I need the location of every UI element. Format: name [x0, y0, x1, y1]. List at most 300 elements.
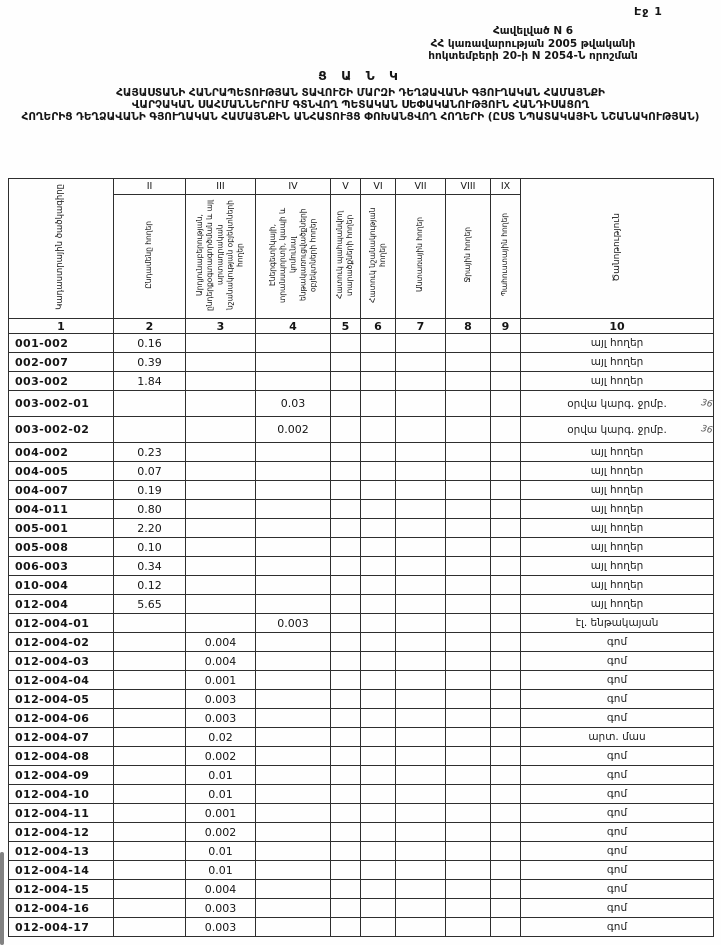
- value-cell: [114, 614, 186, 633]
- value-cell: [256, 519, 331, 538]
- roman-numeral-IV: IV: [256, 179, 331, 195]
- value-cell: [331, 334, 361, 353]
- annex-line-2: ՀՀ կառավարության 2005 թվականի: [430, 37, 636, 50]
- note-text: գոմ: [606, 826, 628, 838]
- value-cell: [361, 671, 396, 690]
- value-cell: [446, 842, 491, 861]
- value-cell: [114, 633, 186, 652]
- column-number: 10: [521, 319, 714, 334]
- value-cell: [186, 576, 256, 595]
- note-cell: [521, 353, 714, 372]
- note-text: այլ հողեր: [590, 503, 644, 515]
- note-cell: [521, 391, 714, 417]
- value-cell: [331, 538, 361, 557]
- value-cell: [396, 766, 446, 785]
- value-cell: 5.65: [114, 595, 186, 614]
- value-cell: [256, 823, 331, 842]
- code-cell: 012-004: [9, 595, 114, 614]
- note-cell: [521, 633, 714, 652]
- table-row: [9, 880, 714, 899]
- table-row: [9, 462, 714, 481]
- value-cell: [256, 633, 331, 652]
- value-cell: [256, 576, 331, 595]
- value-cell: [114, 417, 186, 443]
- value-cell: 0.39: [114, 353, 186, 372]
- value-cell: 0.003: [186, 690, 256, 709]
- value-cell: 0.003: [186, 918, 256, 937]
- note-cell: [521, 690, 714, 709]
- handwritten-mark: 36: [699, 423, 713, 436]
- note-text: գոմ: [606, 750, 628, 762]
- value-cell: [396, 918, 446, 937]
- value-cell: [361, 880, 396, 899]
- value-cell: [331, 443, 361, 462]
- note-cell: [521, 462, 714, 481]
- document-title: [10, 87, 711, 123]
- value-cell: [256, 500, 331, 519]
- note-cell: [521, 500, 714, 519]
- code-cell: 012-004-02: [9, 633, 114, 652]
- code-cell: 003-002: [9, 372, 114, 391]
- value-cell: [396, 633, 446, 652]
- value-cell: 0.34: [114, 557, 186, 576]
- value-cell: [446, 880, 491, 899]
- roman-numeral-VII: VII: [396, 179, 446, 195]
- value-cell: [186, 334, 256, 353]
- note-cell: [521, 538, 714, 557]
- code-cell: 012-004-01: [9, 614, 114, 633]
- value-cell: [491, 576, 521, 595]
- value-cell: [114, 861, 186, 880]
- value-cell: 1.84: [114, 372, 186, 391]
- value-cell: [446, 823, 491, 842]
- value-cell: [186, 391, 256, 417]
- note-text: արտ. մաս: [588, 731, 646, 743]
- value-cell: [256, 766, 331, 785]
- note-cell: [521, 804, 714, 823]
- value-cell: [114, 880, 186, 899]
- value-cell: [114, 804, 186, 823]
- roman-numeral-II: II: [114, 179, 186, 195]
- note-text: գոմ: [606, 693, 628, 705]
- value-cell: [361, 519, 396, 538]
- annex-line-3: հոկտեմբերի 20-ի N 2054-Ն որոշման: [428, 50, 638, 62]
- value-cell: [256, 557, 331, 576]
- value-cell: [396, 334, 446, 353]
- value-cell: [361, 481, 396, 500]
- value-cell: [446, 614, 491, 633]
- value-cell: [491, 500, 521, 519]
- value-cell: [256, 538, 331, 557]
- table-row: [9, 633, 714, 652]
- value-cell: 0.01: [186, 861, 256, 880]
- value-cell: [256, 728, 331, 747]
- value-cell: [114, 823, 186, 842]
- value-cell: [361, 334, 396, 353]
- value-cell: [361, 614, 396, 633]
- value-cell: [361, 766, 396, 785]
- value-cell: [256, 880, 331, 899]
- value-cell: [396, 538, 446, 557]
- column-number: 9: [491, 319, 521, 334]
- value-cell: [491, 372, 521, 391]
- code-cell: 012-004-15: [9, 880, 114, 899]
- value-cell: [446, 353, 491, 372]
- table-row: [9, 334, 714, 353]
- value-cell: [331, 652, 361, 671]
- value-cell: [331, 842, 361, 861]
- value-cell: [491, 842, 521, 861]
- title-line-1: ՀԱՅԱՍՏԱՆԻ ՀԱՆՐԱՊԵՏՈՒԹՅԱՆ ՏԱՎՈՒՇԻ ՄԱՐԶԻ ԴԵՂՁԱՎԱՆԻ ԳՅՈՒՂԱԿԱՆ ՀԱՄԱՅՆՔԻ: [116, 87, 605, 99]
- value-cell: 0.23: [114, 443, 186, 462]
- value-cell: [446, 899, 491, 918]
- value-cell: 0.01: [186, 785, 256, 804]
- value-cell: [446, 861, 491, 880]
- table-row: [9, 576, 714, 595]
- value-cell: [361, 576, 396, 595]
- value-cell: [396, 690, 446, 709]
- value-cell: [446, 690, 491, 709]
- value-cell: 0.01: [186, 766, 256, 785]
- roman-numeral-III: III: [186, 179, 256, 195]
- value-cell: [396, 899, 446, 918]
- value-cell: [256, 842, 331, 861]
- col-header-note-label: Ծանոթություն: [611, 212, 622, 282]
- value-cell: [396, 576, 446, 595]
- column-number: 8: [446, 319, 491, 334]
- note-text: այլ հողեր: [590, 560, 644, 572]
- col-header-forest-lands: Անտառային հողեր: [396, 195, 446, 319]
- code-cell: 004-002: [9, 443, 114, 462]
- code-cell: 012-004-09: [9, 766, 114, 785]
- value-cell: [446, 709, 491, 728]
- note-cell: [521, 709, 714, 728]
- code-cell: 005-001: [9, 519, 114, 538]
- note-cell: [521, 747, 714, 766]
- handwritten-mark: 36: [699, 397, 713, 410]
- table-row: [9, 728, 714, 747]
- value-cell: 0.003: [186, 899, 256, 918]
- value-cell: [491, 353, 521, 372]
- value-cell: [491, 804, 521, 823]
- note-cell: [521, 861, 714, 880]
- value-cell: [331, 481, 361, 500]
- note-text: գոմ: [606, 864, 628, 876]
- note-text: այլ հողեր: [590, 522, 644, 534]
- column-number: 6: [361, 319, 396, 334]
- code-cell: 012-004-11: [9, 804, 114, 823]
- value-cell: [396, 557, 446, 576]
- value-cell: [446, 500, 491, 519]
- value-cell: 0.10: [114, 538, 186, 557]
- value-cell: [446, 334, 491, 353]
- page-number: Էջ 1: [634, 5, 663, 18]
- value-cell: [491, 614, 521, 633]
- value-cell: [491, 652, 521, 671]
- note-text: գոմ: [606, 883, 628, 895]
- annex-line-1: Հավելված N 6: [492, 25, 574, 37]
- note-text: գոմ: [606, 921, 628, 933]
- value-cell: [114, 709, 186, 728]
- value-cell: [446, 671, 491, 690]
- value-cell: [446, 519, 491, 538]
- value-cell: [256, 709, 331, 728]
- note-cell: [521, 519, 714, 538]
- value-cell: 0.07: [114, 462, 186, 481]
- code-cell: 003-002-02: [9, 417, 114, 443]
- note-cell: [521, 652, 714, 671]
- value-cell: [331, 353, 361, 372]
- column-number: 1: [9, 319, 114, 334]
- value-cell: 0.002: [256, 417, 331, 443]
- value-cell: [361, 417, 396, 443]
- value-cell: [446, 576, 491, 595]
- value-cell: [361, 918, 396, 937]
- value-cell: [331, 417, 361, 443]
- note-text: գոմ: [606, 655, 628, 667]
- value-cell: [396, 372, 446, 391]
- note-cell: [521, 595, 714, 614]
- col-header-water-lands: Ջրային հողեր: [446, 195, 491, 319]
- note-cell: [521, 785, 714, 804]
- value-cell: 0.03: [256, 391, 331, 417]
- value-cell: [446, 728, 491, 747]
- value-cell: [446, 766, 491, 785]
- value-cell: [361, 861, 396, 880]
- value-cell: [256, 334, 331, 353]
- value-cell: [396, 652, 446, 671]
- value-cell: [396, 709, 446, 728]
- value-cell: [491, 671, 521, 690]
- note-text: այլ հողեր: [590, 375, 644, 387]
- value-cell: [361, 728, 396, 747]
- note-cell: [521, 823, 714, 842]
- land-table: [8, 178, 714, 937]
- col-header-protected-area-lands: Հատուկ պահպանվող տարածքների հողեր: [331, 195, 361, 319]
- value-cell: [396, 595, 446, 614]
- note-cell: [521, 334, 714, 353]
- note-text: գոմ: [606, 674, 628, 686]
- code-cell: 004-007: [9, 481, 114, 500]
- code-cell: 012-004-08: [9, 747, 114, 766]
- table-row: [9, 500, 714, 519]
- value-cell: [331, 671, 361, 690]
- value-cell: [396, 804, 446, 823]
- value-cell: [331, 918, 361, 937]
- value-cell: 0.004: [186, 633, 256, 652]
- value-cell: [361, 462, 396, 481]
- value-cell: [114, 842, 186, 861]
- col-header-industrial-lands: Արդյունաբերության, ընդերքօգտագործման և այլ արտադրական նշանակության օբյեկտների հողեր: [186, 195, 256, 319]
- value-cell: [361, 690, 396, 709]
- value-cell: [186, 417, 256, 443]
- value-cell: [186, 500, 256, 519]
- code-cell: 012-004-10: [9, 785, 114, 804]
- value-cell: [396, 614, 446, 633]
- value-cell: [186, 372, 256, 391]
- table-row: [9, 747, 714, 766]
- table-row: [9, 652, 714, 671]
- note-cell: [521, 766, 714, 785]
- table-row: [9, 899, 714, 918]
- value-cell: [114, 391, 186, 417]
- note-text: այլ հողեր: [590, 541, 644, 553]
- note-text: գոմ: [606, 712, 628, 724]
- table-row: [9, 804, 714, 823]
- code-cell: 003-002-01: [9, 391, 114, 417]
- table-row: [9, 538, 714, 557]
- value-cell: [331, 462, 361, 481]
- value-cell: [361, 391, 396, 417]
- value-cell: [331, 785, 361, 804]
- column-number: 5: [331, 319, 361, 334]
- value-cell: [491, 728, 521, 747]
- value-cell: [256, 595, 331, 614]
- value-cell: [256, 918, 331, 937]
- value-cell: [396, 785, 446, 804]
- note-cell: [521, 671, 714, 690]
- table-row: [9, 709, 714, 728]
- table-body: [9, 334, 714, 937]
- value-cell: [331, 595, 361, 614]
- note-cell: [521, 443, 714, 462]
- value-cell: [361, 372, 396, 391]
- value-cell: [256, 804, 331, 823]
- value-cell: [256, 671, 331, 690]
- value-cell: [491, 538, 521, 557]
- code-cell: 001-002: [9, 334, 114, 353]
- value-cell: [491, 481, 521, 500]
- code-cell: 010-004: [9, 576, 114, 595]
- note-text: էլ. ենթակայան: [575, 617, 659, 629]
- table-row: [9, 443, 714, 462]
- table-row: [9, 417, 714, 443]
- value-cell: [361, 747, 396, 766]
- note-text: գոմ: [606, 807, 628, 819]
- col-header-total-lands: Ընդամենը հողեր: [114, 195, 186, 319]
- column-number: 4: [256, 319, 331, 334]
- value-cell: [446, 785, 491, 804]
- value-cell: [186, 481, 256, 500]
- value-cell: [256, 462, 331, 481]
- title-line-2: ՎԱՐՉԱԿԱՆ ՍԱՀՄԱՆՆԵՐՈՒՄ ԳՏՆՎՈՂ ՊԵՏԱԿԱՆ ՍԵՓԱԿԱՆՈՒԹՅՈՒՆ ՀԱՆԴԻՍԱՑՈՂ: [131, 99, 590, 111]
- note-text: գոմ: [606, 845, 628, 857]
- table-row: [9, 842, 714, 861]
- value-cell: [331, 766, 361, 785]
- col-header-special-purpose-lands: Հատուկ նշանակության հողեր: [361, 195, 396, 319]
- value-cell: 0.002: [186, 823, 256, 842]
- col-header-energy-transport-lands: Էներգետիկայի, տրանսպորտի, կապի և կոմունալ ենթակառուցվածքների օբյեկտների հողեր: [256, 195, 331, 319]
- value-cell: 0.001: [186, 671, 256, 690]
- table-row: [9, 595, 714, 614]
- value-cell: [491, 899, 521, 918]
- value-cell: [256, 443, 331, 462]
- note-text: այլ հողեր: [590, 484, 644, 496]
- value-cell: [331, 557, 361, 576]
- value-cell: 0.004: [186, 652, 256, 671]
- value-cell: [491, 557, 521, 576]
- code-cell: 012-004-05: [9, 690, 114, 709]
- code-cell: 012-004-04: [9, 671, 114, 690]
- value-cell: [446, 417, 491, 443]
- code-cell: 006-003: [9, 557, 114, 576]
- value-cell: [361, 842, 396, 861]
- note-cell: [521, 880, 714, 899]
- roman-numeral-VIII: VIII: [446, 179, 491, 195]
- col-header-reserve-lands: Պահուստային հողեր: [491, 195, 521, 319]
- value-cell: 0.003: [256, 614, 331, 633]
- value-cell: 0.16: [114, 334, 186, 353]
- value-cell: [361, 538, 396, 557]
- value-cell: [446, 633, 491, 652]
- table-row: [9, 353, 714, 372]
- col-header-note: [521, 179, 714, 319]
- value-cell: [186, 519, 256, 538]
- code-cell: 012-004-16: [9, 899, 114, 918]
- value-cell: [361, 899, 396, 918]
- col-header-cadastral-code: [9, 179, 114, 319]
- column-number-row: [9, 319, 714, 334]
- value-cell: [114, 652, 186, 671]
- value-cell: [361, 652, 396, 671]
- code-cell: 012-004-06: [9, 709, 114, 728]
- value-cell: [361, 557, 396, 576]
- value-cell: [331, 633, 361, 652]
- value-cell: [114, 785, 186, 804]
- note-cell: [521, 899, 714, 918]
- value-cell: 2.20: [114, 519, 186, 538]
- value-cell: [491, 785, 521, 804]
- value-cell: [491, 861, 521, 880]
- roman-numeral-IX: IX: [491, 179, 521, 195]
- value-cell: [256, 785, 331, 804]
- value-cell: [446, 557, 491, 576]
- table-row: [9, 766, 714, 785]
- value-cell: [186, 443, 256, 462]
- value-cell: [331, 728, 361, 747]
- value-cell: [491, 443, 521, 462]
- value-cell: [396, 842, 446, 861]
- code-cell: 004-005: [9, 462, 114, 481]
- value-cell: 0.02: [186, 728, 256, 747]
- value-cell: [361, 633, 396, 652]
- code-cell: 012-004-12: [9, 823, 114, 842]
- table-row: [9, 785, 714, 804]
- value-cell: [491, 747, 521, 766]
- value-cell: [256, 747, 331, 766]
- note-cell: [521, 576, 714, 595]
- note-cell: [521, 557, 714, 576]
- column-number: 3: [186, 319, 256, 334]
- value-cell: [491, 766, 521, 785]
- note-text: օրվա կարգ. ջրմբ.: [567, 423, 667, 436]
- table-row: [9, 372, 714, 391]
- value-cell: [361, 443, 396, 462]
- value-cell: [331, 372, 361, 391]
- value-cell: 0.01: [186, 842, 256, 861]
- note-text: գոմ: [606, 788, 628, 800]
- value-cell: [446, 372, 491, 391]
- value-cell: [361, 785, 396, 804]
- value-cell: [256, 372, 331, 391]
- value-cell: [491, 690, 521, 709]
- note-text: գոմ: [606, 769, 628, 781]
- value-cell: [396, 462, 446, 481]
- value-cell: [446, 804, 491, 823]
- value-cell: 0.004: [186, 880, 256, 899]
- value-cell: [361, 804, 396, 823]
- note-text: այլ հողեր: [590, 579, 644, 591]
